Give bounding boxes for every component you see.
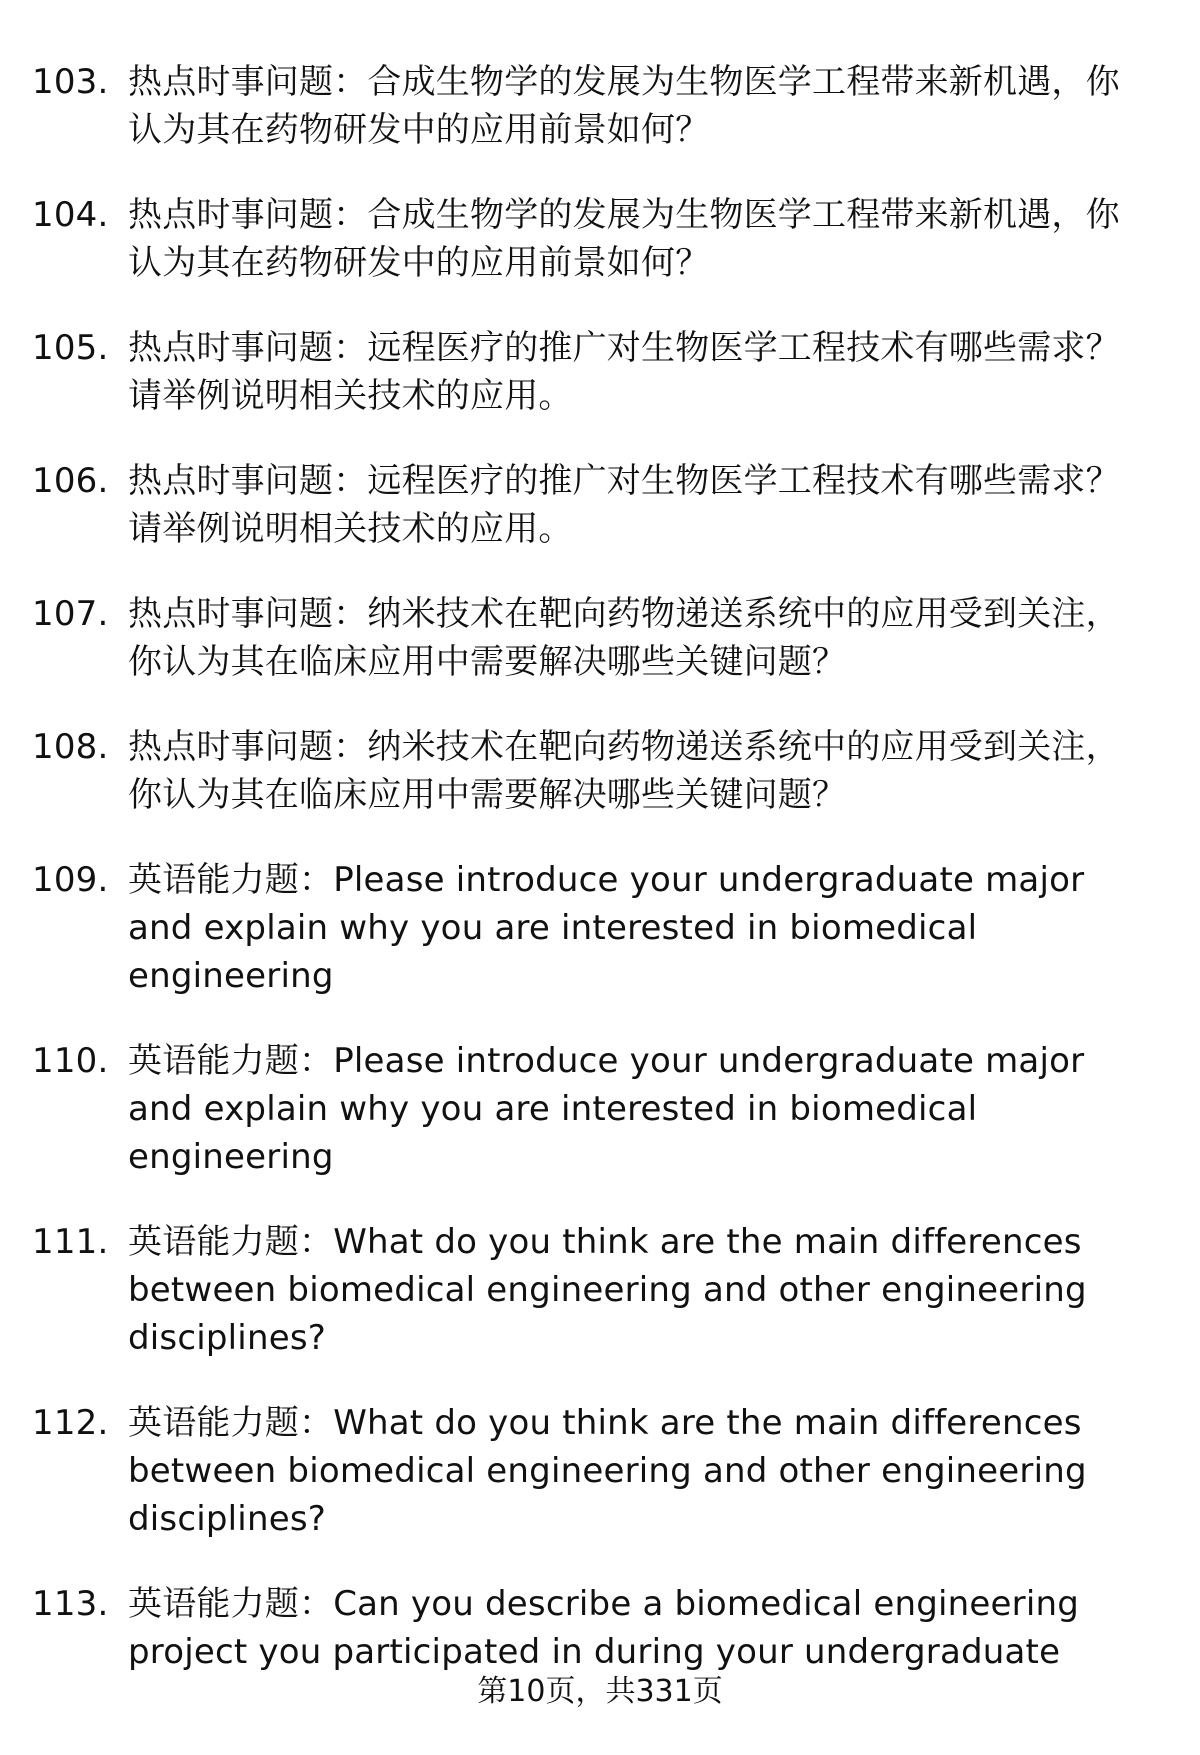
page-footer: 第10页，共331页 <box>477 1674 723 1709</box>
question-text: 热点时事问题：纳米技术在靶向药物递送系统中的应用受到关注，你认为其在临床应用中需要解决哪些关键问题？ <box>128 594 1120 682</box>
list-item <box>32 191 1132 287</box>
question-number: 104. <box>32 195 109 235</box>
list-item <box>32 1399 1132 1543</box>
question-text: 英语能力题：What do you think are the main differences between biomedical engineering and other engineering disciplines? <box>128 1222 1087 1358</box>
question-list <box>32 58 1132 1713</box>
list-item <box>32 856 1132 1000</box>
question-number: 106. <box>32 461 109 501</box>
question-number: 112. <box>32 1403 109 1443</box>
list-item <box>32 723 1132 819</box>
question-number: 113. <box>32 1584 109 1624</box>
list-item <box>32 590 1132 686</box>
question-number: 108. <box>32 727 109 767</box>
list-item <box>32 324 1132 420</box>
question-number: 111. <box>32 1222 109 1262</box>
question-text: 热点时事问题：合成生物学的发展为生物医学工程带来新机遇，你认为其在药物研发中的应用前景如何？ <box>128 195 1120 283</box>
question-number: 110. <box>32 1041 109 1081</box>
question-text: 英语能力题：Please introduce your undergraduate major and explain why you are interested in biomedical engineering <box>128 860 1085 996</box>
question-text: 英语能力题：Please introduce your undergraduate major and explain why you are interested in biomedical engineering <box>128 1041 1085 1177</box>
question-number: 105. <box>32 328 109 368</box>
list-item <box>32 457 1132 553</box>
question-text: 热点时事问题：纳米技术在靶向药物递送系统中的应用受到关注，你认为其在临床应用中需要解决哪些关键问题？ <box>128 727 1120 815</box>
question-text: 热点时事问题：合成生物学的发展为生物医学工程带来新机遇，你认为其在药物研发中的应用前景如何？ <box>128 62 1120 150</box>
list-item <box>32 1580 1132 1676</box>
list-item <box>32 58 1132 154</box>
question-number: 109. <box>32 860 109 900</box>
question-number: 103. <box>32 62 109 102</box>
question-text: 英语能力题：What do you think are the main differences between biomedical engineering and other engineering disciplines? <box>128 1403 1087 1539</box>
question-text: 英语能力题：Can you describe a biomedical engineering project you participated in during your undergraduate <box>128 1584 1080 1672</box>
question-text: 热点时事问题：远程医疗的推广对生物医学工程技术有哪些需求？请举例说明相关技术的应用。 <box>128 461 1120 549</box>
list-item <box>32 1037 1132 1181</box>
list-item <box>32 1218 1132 1362</box>
question-text: 热点时事问题：远程医疗的推广对生物医学工程技术有哪些需求？请举例说明相关技术的应用。 <box>128 328 1120 416</box>
question-number: 107. <box>32 594 109 634</box>
